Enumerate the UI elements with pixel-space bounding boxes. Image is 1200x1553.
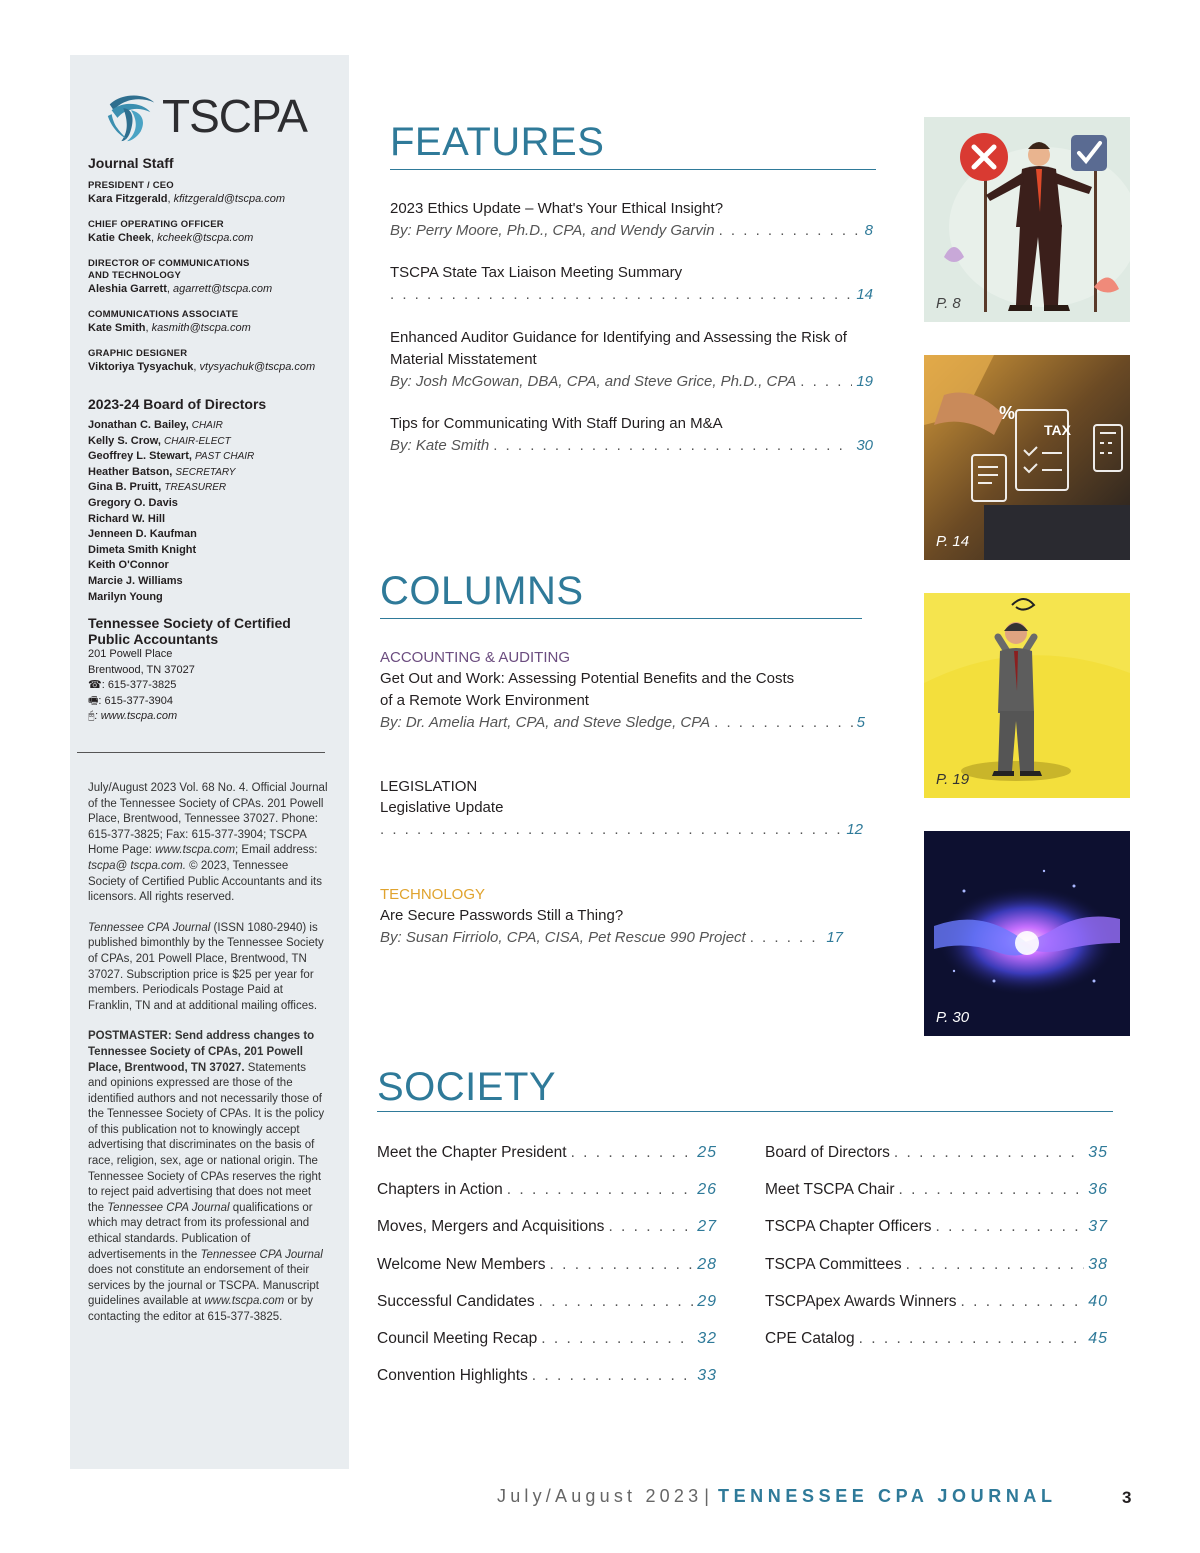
page-number[interactable]: 12 xyxy=(846,821,863,838)
board-member: Richard W. Hill xyxy=(88,512,166,525)
society-item[interactable] xyxy=(765,1181,1108,1199)
tscpa-swirl-icon xyxy=(102,87,160,145)
staff-role: GRAPHIC DESIGNER xyxy=(88,348,188,359)
journal-staff xyxy=(88,155,348,374)
society-item[interactable] xyxy=(377,1144,717,1162)
page-number[interactable]: 29 xyxy=(697,1292,717,1310)
board-member: Geoffrey L. Stewart, PAST CHAIR xyxy=(88,450,255,463)
dot-leader xyxy=(608,1218,693,1236)
digital-handshake-photo[interactable] xyxy=(924,831,1130,1036)
fax-line: 🖷: 615-377-3904 xyxy=(88,694,174,707)
board-member: Jonathan C. Bailey, CHAIR xyxy=(88,419,223,431)
society-item-label[interactable]: Council Meeting Recap xyxy=(377,1330,538,1347)
dot-leader xyxy=(532,1367,693,1385)
dot-leader xyxy=(961,1293,1085,1311)
dot-leader xyxy=(859,1330,1085,1348)
stressed-businessman-art xyxy=(924,593,1130,798)
staff-role: CHIEF OPERATING OFFICER xyxy=(88,219,224,230)
feature-title[interactable]: TSCPA State Tax Liaison Meeting Summary xyxy=(390,264,683,281)
column-category: TECHNOLOGY xyxy=(380,886,486,903)
staff-role-continued: AND TECHNOLOGY xyxy=(88,270,182,281)
feature-byline: By: Kate Smith . . . 30 xyxy=(390,435,873,457)
staff-person: Kara Fitzgerald, kfitzgerald@tscpa.com xyxy=(88,193,286,205)
page-number[interactable]: 33 xyxy=(697,1367,717,1385)
feature-title-continued[interactable]: Material Misstatement xyxy=(390,351,537,368)
feature-byline xyxy=(390,284,873,306)
feature-byline: By: Perry Moore, Ph.D., CPA, and Wendy Garvin . . . 8 xyxy=(390,220,873,242)
staff-email: agarrett@tscpa.com xyxy=(173,283,273,295)
staff-role: DIRECTOR OF COMMUNICATIONS xyxy=(88,258,250,269)
digital-handshake-art xyxy=(924,831,1130,1036)
column-byline xyxy=(380,819,863,841)
feature-title[interactable]: 2023 Ethics Update – What's Your Ethical Insight? xyxy=(390,200,724,217)
dot-leader xyxy=(894,1144,1084,1162)
society-item-label[interactable]: Welcome New Members xyxy=(377,1255,546,1273)
board-member: Marilyn Young xyxy=(88,590,163,603)
footer-page-number: 3 xyxy=(1122,1488,1132,1507)
society-item[interactable] xyxy=(377,1330,717,1348)
column-title-continued[interactable]: of a Remote Work Environment xyxy=(380,692,589,709)
phone-icon: ☎ xyxy=(88,679,102,692)
staff-person: Viktoriya Tysyachuk, vtysyachuk@tscpa.com xyxy=(88,361,316,373)
column-entry[interactable] xyxy=(380,648,865,734)
page-number[interactable]: 26 xyxy=(697,1181,717,1199)
fax-icon: 🖷 xyxy=(88,694,99,707)
dot-leader xyxy=(714,712,853,734)
page-number[interactable]: 5 xyxy=(856,714,865,731)
column-title[interactable]: Get Out and Work: Assessing Potential Benefits and the Costs xyxy=(380,670,795,687)
page-number[interactable]: 40 xyxy=(1088,1292,1108,1310)
page-label: P. 8 xyxy=(936,295,961,312)
phone-line: ☎: 615-377-3825 xyxy=(88,679,177,692)
society-item-label[interactable]: Meet TSCPA Chair xyxy=(765,1181,895,1199)
tax-hologram-art xyxy=(924,355,1130,560)
staff-person: Kate Smith, kasmith@tscpa.com xyxy=(88,322,251,334)
tax-hologram-photo[interactable] xyxy=(924,355,1130,560)
staff-email: kasmith@tscpa.com xyxy=(151,322,251,334)
staff-name: Katie Cheek xyxy=(88,232,151,244)
society-item[interactable] xyxy=(377,1181,717,1199)
feature-entry[interactable] xyxy=(390,327,873,393)
society-item-label[interactable]: Chapters in Action xyxy=(377,1181,503,1199)
staff-role: PRESIDENT / CEO xyxy=(88,180,174,191)
society-name: Tennessee Society of Certified xyxy=(88,615,291,631)
logo-text: TSCPA xyxy=(162,90,307,142)
board-member: Dimeta Smith Knight xyxy=(88,543,197,556)
dot-leader xyxy=(936,1218,1085,1236)
society-item-label[interactable]: TSCPA Chapter Officers xyxy=(765,1218,932,1236)
society-item[interactable] xyxy=(377,1367,717,1385)
society-item[interactable] xyxy=(377,1218,717,1236)
features-rule xyxy=(390,169,876,170)
society-item[interactable] xyxy=(765,1293,1108,1311)
column-entry[interactable] xyxy=(380,885,843,949)
society-contact xyxy=(88,615,348,725)
address-line: 201 Powell Place xyxy=(88,648,173,660)
page-number[interactable]: 14 xyxy=(856,286,873,303)
column-category: LEGISLATION xyxy=(380,778,478,795)
page-number[interactable]: 19 xyxy=(856,373,873,390)
society-item-label[interactable]: CPE Catalog xyxy=(765,1330,855,1347)
dot-leader xyxy=(906,1256,1085,1274)
masthead xyxy=(88,781,328,1326)
dot-leader xyxy=(571,1144,694,1162)
sidebar-divider xyxy=(77,752,325,753)
board-of-directors xyxy=(88,396,348,605)
staff-name: Viktoriya Tysyachuk xyxy=(88,361,194,373)
page-number[interactable]: 17 xyxy=(826,929,843,946)
staff-email: kfitzgerald@tscpa.com xyxy=(173,193,286,205)
board-member: Keith O'Connor xyxy=(88,559,169,572)
society-item-label[interactable]: Moves, Mergers and Acquisitions xyxy=(377,1218,605,1236)
board-member: Gina B. Pruitt, TREASURER xyxy=(88,481,227,494)
dot-leader xyxy=(541,1330,693,1348)
page-number[interactable]: 45 xyxy=(1088,1330,1108,1347)
footer-separator: | xyxy=(704,1486,709,1506)
society-item-label[interactable]: TSCPA Committees xyxy=(765,1255,902,1273)
board-member: Heather Batson, SECRETARY xyxy=(88,465,236,478)
board-member: Kelly S. Crow, CHAIR-ELECT xyxy=(88,434,231,447)
page-number[interactable]: 32 xyxy=(697,1330,717,1347)
staff-entry xyxy=(88,348,348,374)
feature-title[interactable]: Tips for Communicating With Staff During an M&A xyxy=(390,415,723,432)
dot-leader xyxy=(507,1181,693,1199)
tscpa-logo xyxy=(102,87,307,145)
page-number[interactable]: 27 xyxy=(697,1218,717,1236)
feature-entry[interactable] xyxy=(390,413,873,457)
society-item[interactable] xyxy=(765,1218,1108,1236)
page-number[interactable]: 35 xyxy=(1088,1144,1108,1161)
page-number[interactable]: 28 xyxy=(697,1255,717,1273)
dot-leader xyxy=(750,927,823,949)
dot-leader xyxy=(493,435,852,457)
society-item-label[interactable]: Successful Candidates xyxy=(377,1292,535,1310)
dot-leader xyxy=(550,1256,694,1274)
ethics-illustration-art xyxy=(924,117,1130,322)
column-category: ACCOUNTING & AUDITING xyxy=(380,649,571,666)
staff-email: vtysyachuk@tscpa.com xyxy=(199,361,316,373)
board-member: Marcie J. Williams xyxy=(88,574,183,587)
page-label: P. 19 xyxy=(936,771,970,788)
column-byline: By: Susan Firriolo, CPA, CISA, Pet Rescue 990 Project . . . 17 xyxy=(380,927,843,949)
postmaster-paragraph: POSTMASTER: Send address changes to Tennessee Society of CPAs, 201 Powell Place, Brentwood, TN 37027. Statements and opinions expressed are those of the identified authors and not necessarily those of the Tennessee Society of CPAs. It is the policy of this publication not to knowingly accept advertising that discriminates on the basis of race, religion, sex, age or national origin. The Tennessee Society of CPAs reserves the right to reject paid advertising that does not meet the Tennessee CPA Journal qualifications or which may detract from its professional and ethical standards. Publication of advertisements in the Tennessee CPA Journal does not constitute an endorsement of their services by the journal or TSCPA. Manuscript guidelines available at www.tscpa.com or by contacting the editor at 615-377-3825. xyxy=(88,1030,325,1323)
web-line[interactable]: 🖰: www.tscpa.com xyxy=(88,710,178,723)
sidebar xyxy=(70,55,349,1469)
dot-leader xyxy=(390,284,852,306)
feature-title[interactable]: Enhanced Auditor Guidance for Identifying and Assessing the Risk of xyxy=(390,329,847,346)
staff-role: COMMUNICATIONS ASSOCIATE xyxy=(88,309,239,320)
dot-leader xyxy=(380,819,842,841)
staff-name: Kate Smith xyxy=(88,322,146,334)
page-number[interactable]: 30 xyxy=(856,437,873,454)
board-heading: 2023-24 Board of Directors xyxy=(88,396,267,412)
society-address xyxy=(88,647,348,725)
footer-journal-name: TENNESSEE CPA JOURNAL xyxy=(717,1486,1057,1506)
staff-entry xyxy=(88,219,348,245)
feature-entry[interactable] xyxy=(390,262,873,306)
staff-person: Katie Cheek, kcheek@tscpa.com xyxy=(88,232,254,244)
staff-entry xyxy=(88,180,348,206)
page-label: P. 30 xyxy=(936,1009,970,1026)
page-number[interactable]: 38 xyxy=(1088,1255,1108,1273)
society-item[interactable] xyxy=(765,1144,1108,1162)
staff-entry xyxy=(88,309,348,335)
board-member: Jenneen D. Kaufman xyxy=(88,528,197,541)
dot-leader xyxy=(719,220,861,242)
society-item-label[interactable]: Board of Directors xyxy=(765,1144,890,1161)
society-item[interactable] xyxy=(765,1256,1108,1274)
staff-email: kcheek@tscpa.com xyxy=(157,232,254,244)
society-item-label[interactable]: TSCPApex Awards Winners xyxy=(765,1292,957,1310)
features-heading: FEATURES xyxy=(390,120,605,164)
society-item[interactable] xyxy=(765,1330,1108,1348)
dot-leader xyxy=(539,1293,694,1311)
page-number[interactable]: 36 xyxy=(1088,1181,1108,1199)
column-byline: By: Dr. Amelia Hart, CPA, and Steve Sledge, CPA . . . 5 xyxy=(380,712,865,734)
staff-person: Aleshia Garrett, agarrett@tscpa.com xyxy=(88,283,273,295)
page-number[interactable]: 8 xyxy=(864,222,873,239)
society-item[interactable] xyxy=(377,1293,717,1311)
footer-date: July/August 2023 xyxy=(497,1486,703,1506)
society-item-label[interactable]: Meet the Chapter President xyxy=(377,1144,567,1161)
journal-staff-heading: Journal Staff xyxy=(88,155,174,171)
svg-text:%: % xyxy=(999,403,1016,423)
staff-entry xyxy=(88,258,348,296)
svg-text:TAX: TAX xyxy=(1044,422,1071,438)
society-name-continued: Public Accountants xyxy=(88,631,219,647)
board-member: Gregory O. Davis xyxy=(88,496,178,509)
staff-name: Aleshia Garrett xyxy=(88,283,167,295)
address-line: Brentwood, TN 37027 xyxy=(88,663,195,676)
columns-rule xyxy=(380,618,862,619)
masthead-paragraph: July/August 2023 Vol. 68 No. 4. Official Journal of the Tennessee Society of CPAs. 201 Powell Place, Brentwood, Tennessee 37027. Phone: 615-377-3825; Fax: 615-377-3904; TSCPA Home Page: www.tscpa.com; Email address: tscpa@ tscpa.com. © 2023, Tennessee Society of Certified Public Accountants and its licensors. All rights reserved. xyxy=(88,782,328,904)
society-item[interactable] xyxy=(377,1256,717,1274)
page-number[interactable]: 37 xyxy=(1088,1218,1108,1236)
dot-leader xyxy=(800,371,852,393)
stressed-businessman-illustration[interactable] xyxy=(924,593,1130,798)
dot-leader xyxy=(899,1181,1085,1199)
column-title[interactable]: Are Secure Passwords Still a Thing? xyxy=(380,907,624,924)
board-list xyxy=(88,418,348,605)
feature-byline: By: Josh McGowan, DBA, CPA, and Steve Grice, Ph.D., CPA . . . 19 xyxy=(390,371,873,393)
feature-entry[interactable] xyxy=(390,198,873,242)
page-label: P. 14 xyxy=(936,533,970,550)
society-rule xyxy=(377,1111,1113,1112)
society-heading: SOCIETY xyxy=(377,1065,557,1109)
society-item-label[interactable]: Convention Highlights xyxy=(377,1367,528,1385)
columns-heading: COLUMNS xyxy=(380,569,584,613)
ethics-choice-illustration[interactable] xyxy=(924,117,1130,322)
mouse-icon: 🖰 xyxy=(88,710,95,723)
page-footer xyxy=(497,1486,1057,1507)
page-number[interactable]: 25 xyxy=(697,1144,717,1161)
column-title[interactable]: Legislative Update xyxy=(380,799,504,816)
staff-name: Kara Fitzgerald xyxy=(88,193,168,205)
column-entry[interactable] xyxy=(380,777,863,841)
issn-paragraph: Tennessee CPA Journal (ISSN 1080-2940) is published bimonthly by the Tennessee Society of CPAs, 201 Powell Place, Brentwood, TN 37027. Subscription price is $25 per year for members. Periodicals Postage Paid at Franklin, TN and at additional mailing offices. xyxy=(88,921,324,1012)
